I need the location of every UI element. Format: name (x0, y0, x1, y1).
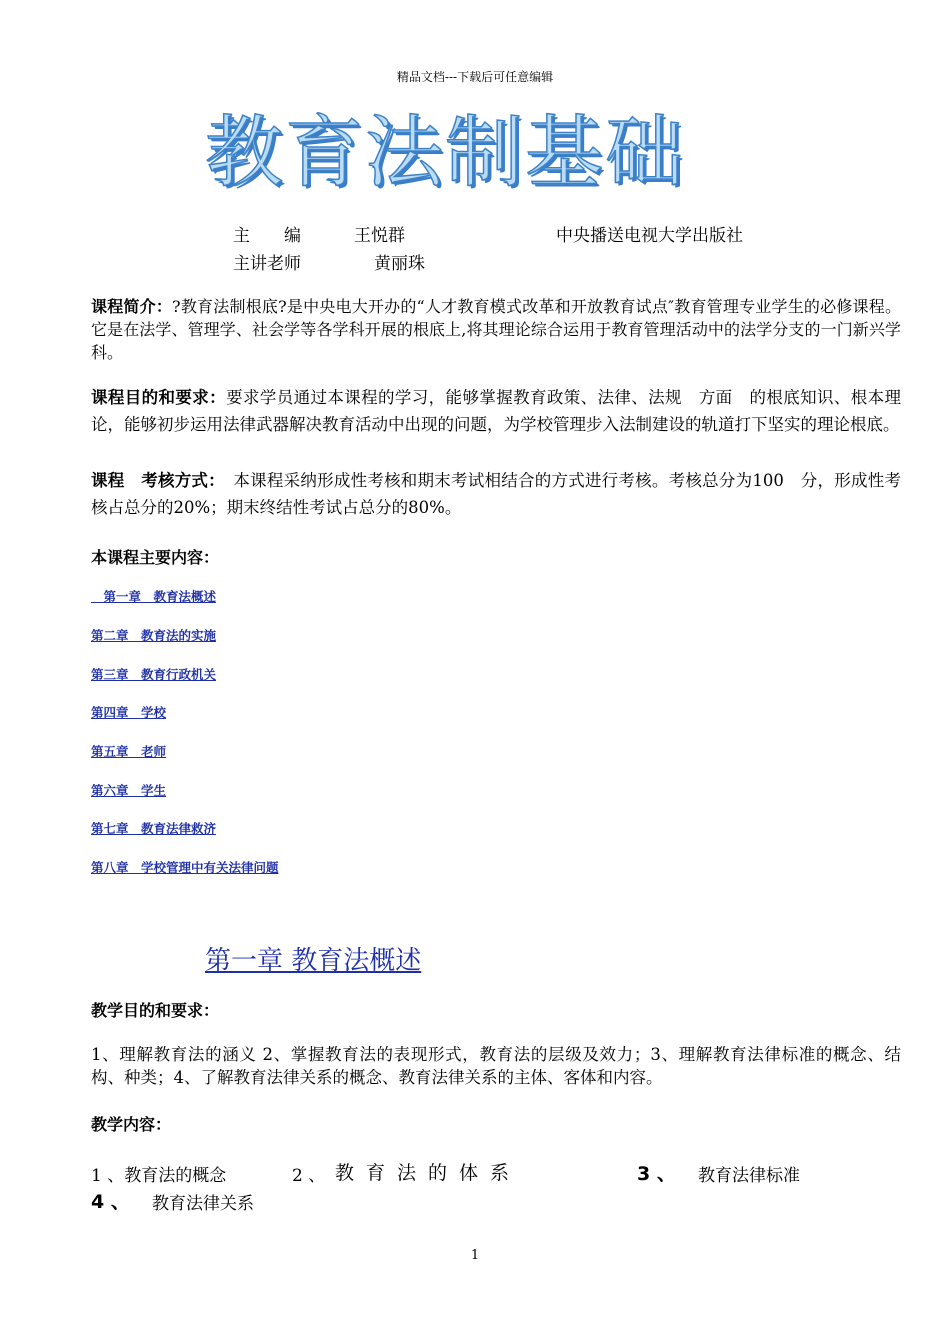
exam-method (91, 467, 901, 521)
toc-heading: 本课程主要内容： (91, 548, 220, 567)
toc-link-chapter-8[interactable]: 第八章 学校管理中有关法律问题 (91, 860, 279, 875)
course-goals (91, 384, 901, 438)
chapter-1-title-link[interactable]: 第一章 教育法概述 (205, 946, 422, 976)
course-intro-text: ?教育法制根底?是中央电大开办的“人才教育模式改革和开放教育试点″教育管理专业学生的必修课程。它是在法学、管理学、社会学等各学科开展的根底上,将其理论综合运用于教育管理活动中的法学分支的一门新兴学科。 (91, 297, 901, 362)
course-goals-label: 课程目的和要求： (91, 388, 227, 407)
teaching-goals-text: 1、理解教育法的涵义 2、掌握教育法的表现形式，教育法的层级及效力；3、理解教育法律标准的概念、结构、种类；4、了解教育法律关系的概念、教育法律关系的主体、客体和内容。 (91, 1045, 901, 1087)
toc-link-chapter-7[interactable]: 第七章 教育法律救济 (91, 821, 217, 836)
course-goals-text: 要求学员通过本课程的学习，能够掌握教育政策、法律、法规 方面 的根底知识、根本理论，能够初步运用法律武器解决教育活动中出现的问题，为学校管理步入法制建设的轨道打下坚实的理论根底。 (91, 388, 902, 434)
exam-method-text: 本课程采纳形成性考核和期末考试相结合的方式进行考核。考核总分为100 分，形成性考核占总分的20%；期末终结性考试占总分的80%。 (91, 471, 902, 517)
content-item-3: 教育法律标准 (698, 1166, 800, 1186)
lecturer-name: 黄丽珠 (374, 254, 425, 274)
header-note: 精品文档---下载后可任意编辑 (396, 70, 554, 84)
page-number: 1 (470, 1248, 480, 1263)
content-item-2: 教育法的体系 (335, 1162, 522, 1184)
content-item-4-number: 4 、 (91, 1191, 130, 1213)
teaching-content-heading: 教学内容： (91, 1115, 172, 1134)
course-intro-label: 课程简介： (91, 297, 173, 316)
document-title: 教育法制基础 (205, 108, 686, 198)
publisher: 中央播送电视大学出版社 (556, 226, 743, 246)
content-item-2-number: 2 、 (292, 1166, 326, 1186)
toc-link-chapter-1[interactable]: 第一章 教育法概述 (91, 589, 217, 604)
teaching-goals-heading: 教学目的和要求： (91, 1001, 220, 1020)
content-item-3-number: 3 、 (637, 1163, 676, 1185)
toc-link-chapter-6[interactable]: 第六章 学生 (91, 783, 167, 798)
course-intro (91, 295, 901, 364)
content-item-4: 教育法律关系 (152, 1194, 254, 1214)
toc-link-chapter-3[interactable]: 第三章 教育行政机关 (91, 667, 217, 682)
toc-link-chapter-2[interactable]: 第二章 教育法的实施 (91, 628, 217, 643)
exam-method-label: 课程 考核方式： (91, 471, 217, 490)
editor-label: 主 编 (233, 226, 301, 246)
lecturer-label: 主讲老师 (233, 254, 301, 274)
editor-name: 王悦群 (354, 226, 405, 246)
toc-link-chapter-5[interactable]: 第五章 老师 (91, 744, 167, 759)
toc-link-chapter-4[interactable]: 第四章 学校 (91, 705, 167, 720)
content-item-1: 1 、教育法的概念 (91, 1166, 227, 1186)
